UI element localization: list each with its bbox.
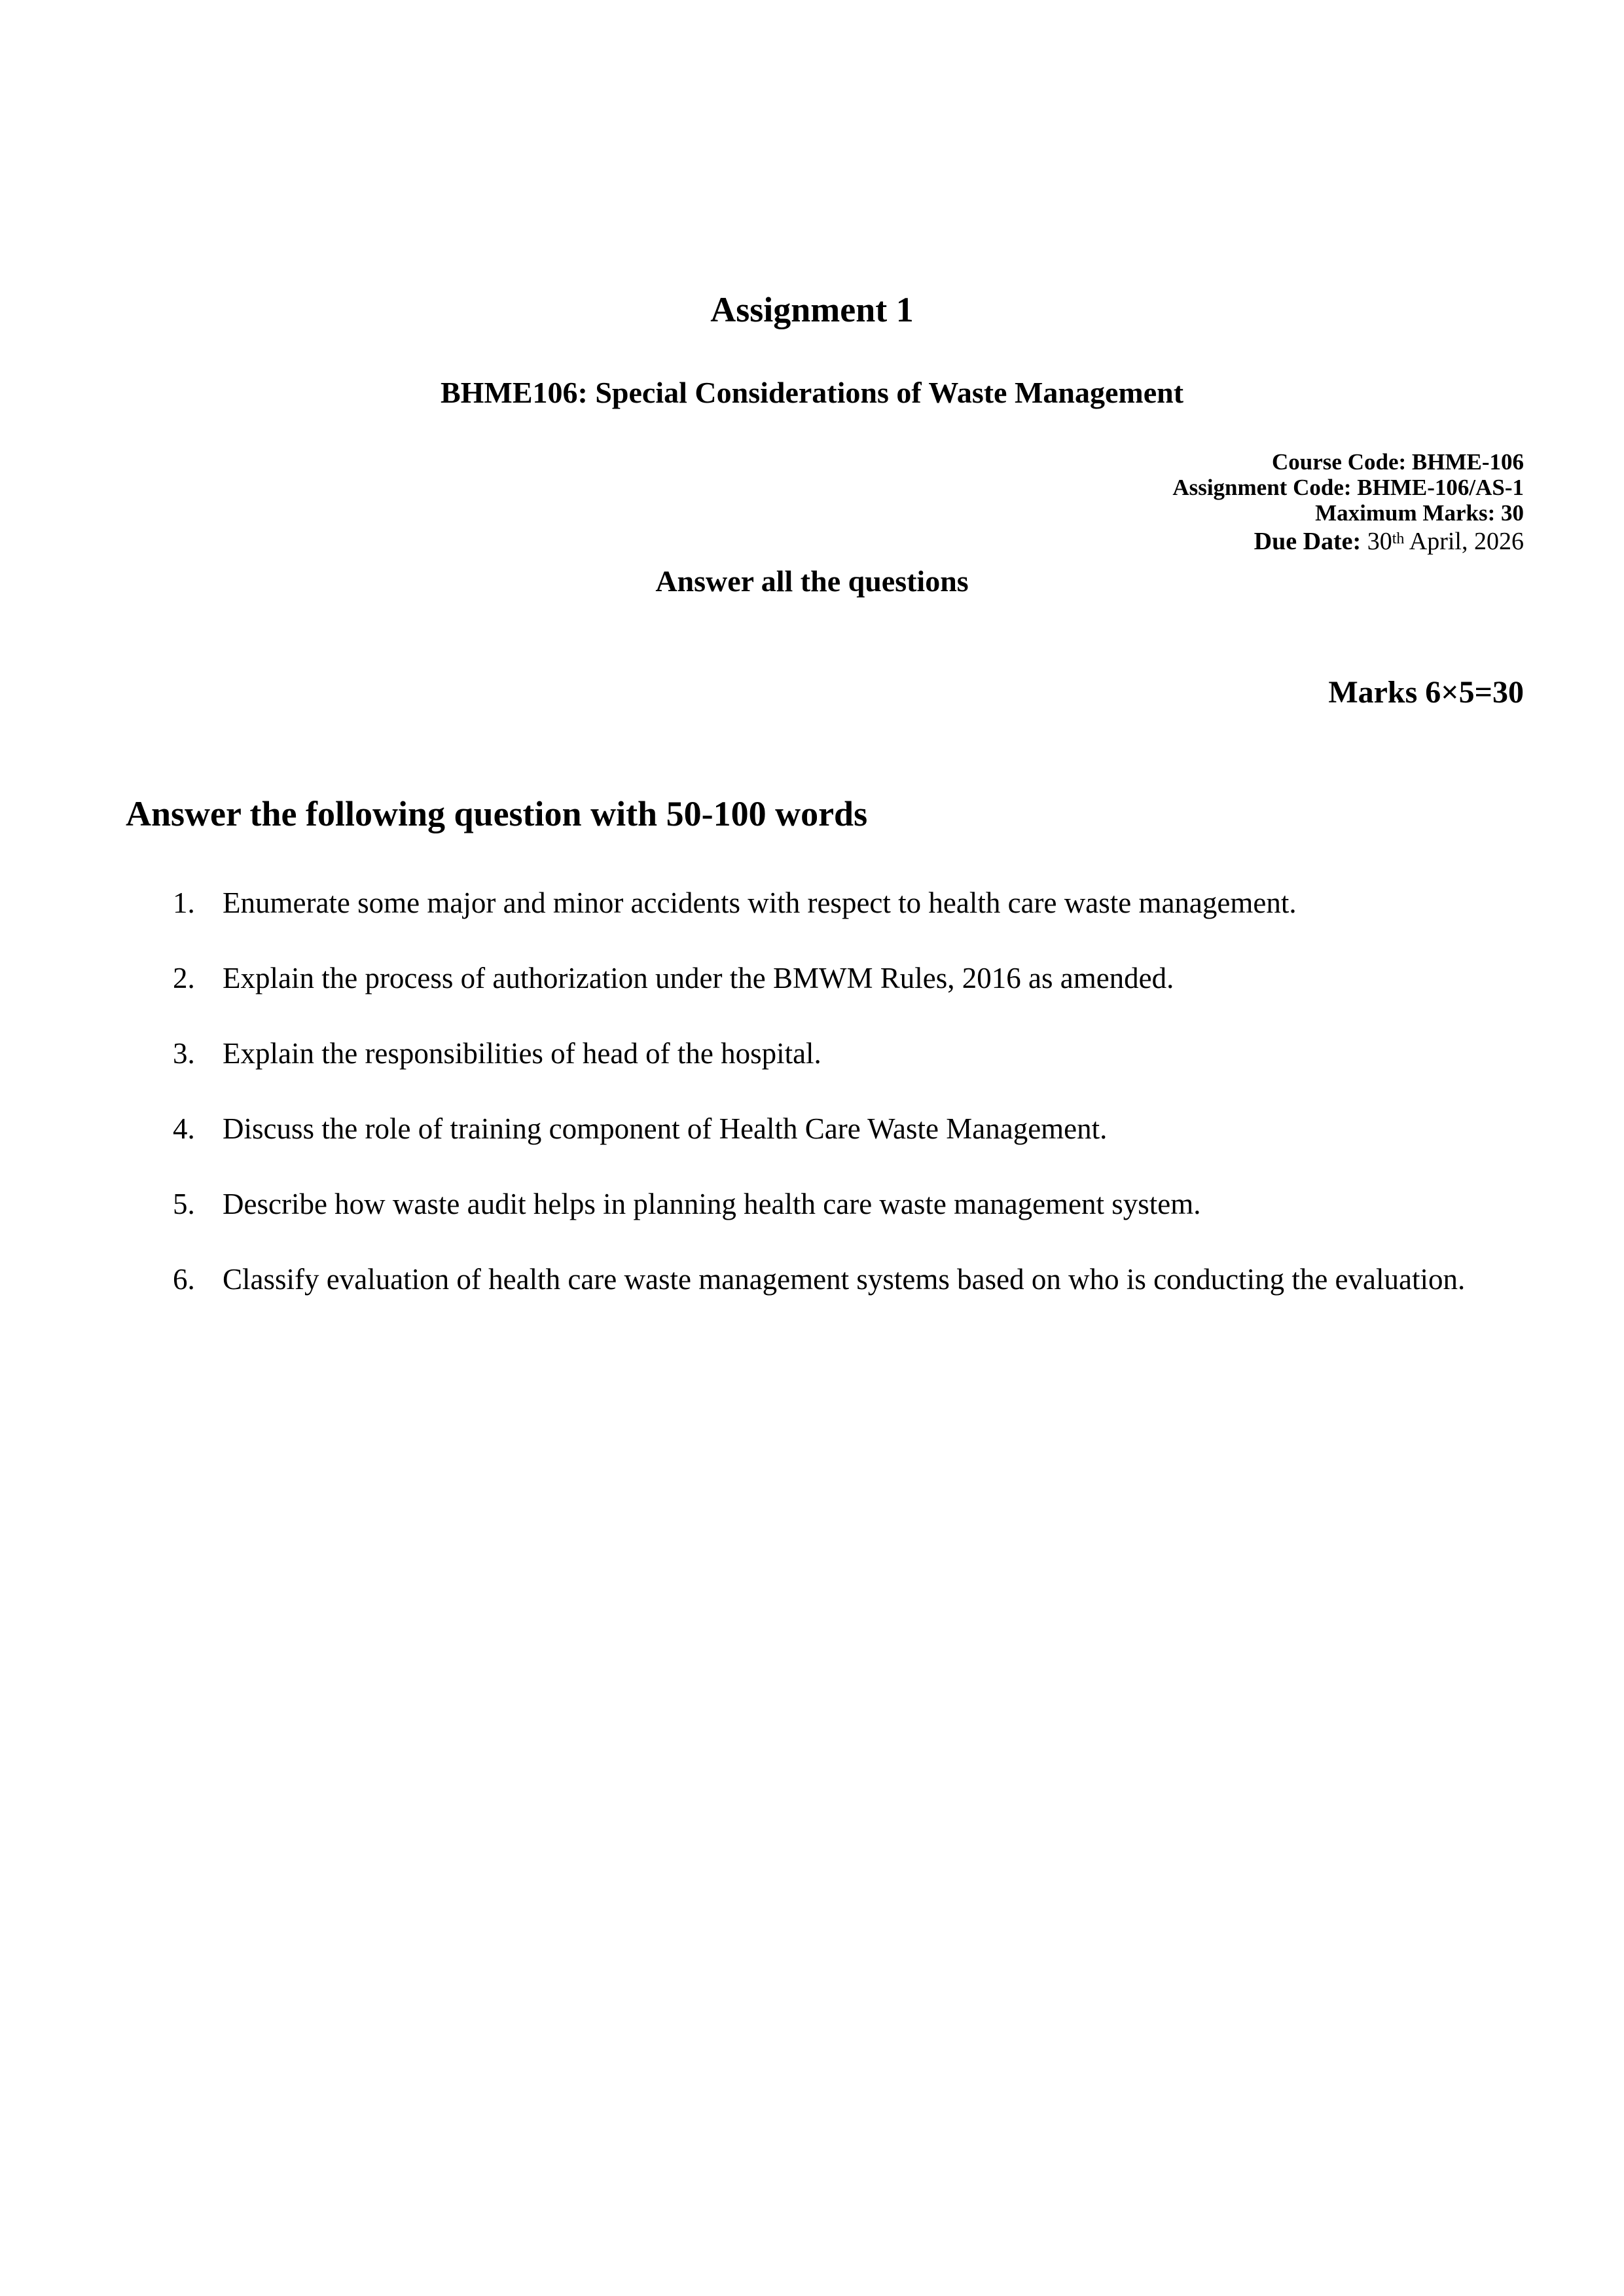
max-marks-row bbox=[1172, 500, 1524, 526]
question-text: Discuss the role of training component of Health Care Waste Management. bbox=[223, 1112, 1108, 1145]
assignment-code-label: Assignment Code: bbox=[1172, 475, 1352, 500]
due-date-suffix: th bbox=[1392, 530, 1405, 547]
max-marks-label: Maximum Marks: bbox=[1315, 500, 1496, 526]
question-item bbox=[126, 1167, 1524, 1242]
section-heading: Answer the following question with 50-100 words bbox=[126, 794, 868, 833]
question-list bbox=[126, 866, 1524, 1317]
course-code-label: Course Code: bbox=[1272, 449, 1407, 475]
course-code-value: BHME-106 bbox=[1411, 449, 1524, 475]
assignment-code-value: BHME-106/AS-1 bbox=[1357, 475, 1524, 500]
question-item bbox=[126, 941, 1524, 1016]
course-code-row bbox=[1172, 449, 1524, 475]
question-item bbox=[126, 1091, 1524, 1167]
question-item bbox=[126, 1016, 1524, 1091]
question-text: Enumerate some major and minor accidents with respect to health care waste management. bbox=[223, 886, 1297, 919]
question-text: Describe how waste audit helps in planning health care waste management system. bbox=[223, 1188, 1201, 1220]
assignment-code-row bbox=[1172, 475, 1524, 500]
max-marks-value: 30 bbox=[1501, 500, 1524, 526]
question-item bbox=[126, 866, 1524, 941]
assignment-meta bbox=[1172, 449, 1524, 556]
due-date-label: Due Date: bbox=[1254, 528, 1362, 555]
course-subtitle: BHME106: Special Considerations of Waste Management bbox=[440, 376, 1184, 409]
question-number: 4. bbox=[173, 1112, 195, 1145]
marks-summary: Marks 6×5=30 bbox=[1328, 675, 1524, 710]
due-date-day: 30 bbox=[1367, 528, 1392, 555]
instruction-text: Answer all the questions bbox=[655, 564, 969, 598]
question-item bbox=[126, 1242, 1524, 1317]
question-number: 3. bbox=[173, 1037, 195, 1070]
question-number: 2. bbox=[173, 962, 195, 994]
question-number: 5. bbox=[173, 1188, 195, 1220]
question-text: Explain the responsibilities of head of the hospital. bbox=[223, 1037, 821, 1070]
question-text: Explain the process of authorization under the BMWM Rules, 2016 as amended. bbox=[223, 962, 1174, 994]
due-date-row bbox=[1172, 527, 1524, 556]
question-text: Classify evaluation of health care waste management systems based on who is conducting the evaluation. bbox=[223, 1263, 1466, 1296]
page-title: Assignment 1 bbox=[710, 290, 914, 329]
question-number: 1. bbox=[173, 886, 195, 919]
due-date-rest: April, 2026 bbox=[1409, 528, 1524, 555]
question-number: 6. bbox=[173, 1263, 195, 1296]
